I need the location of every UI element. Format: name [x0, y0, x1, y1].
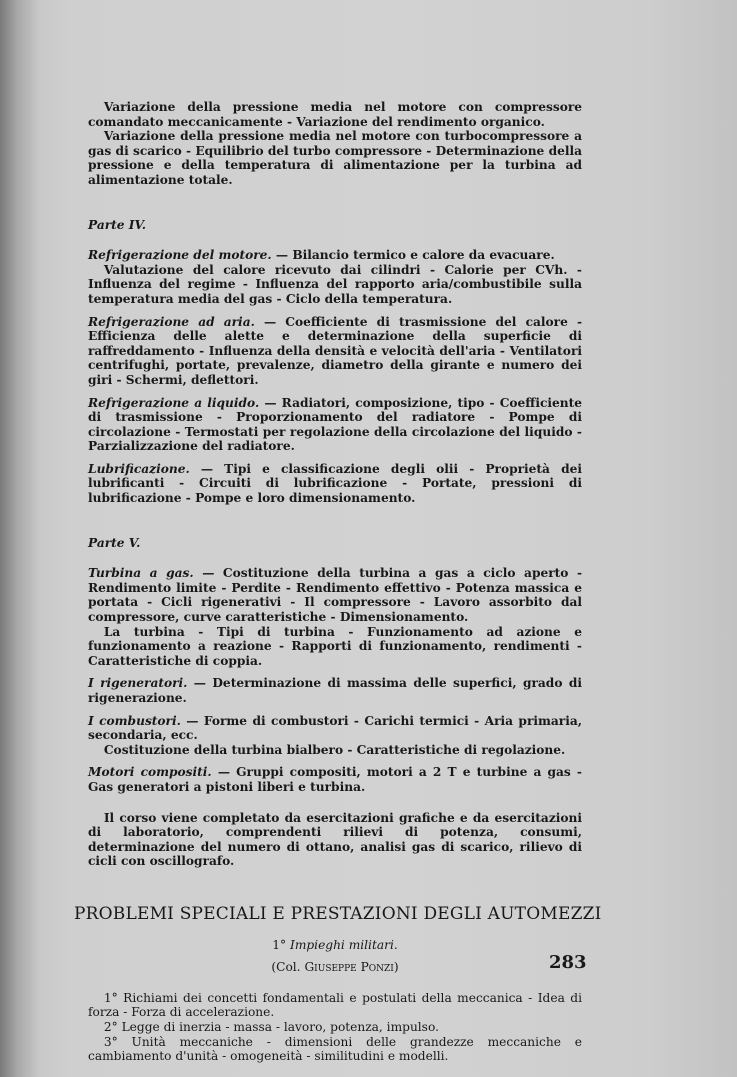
refrigerazione-aria-text: — Coefficiente di trasmissione del calore - Efficienza delle alette e determinazione della superficie di raffreddamento - Influenza della densità e velocità dell'aria - Ventilatori centrifughi, portate, prevalenze, diametro della girante e numero dei giri - Schermi, deflettori.: [88, 314, 583, 387]
author-prefix: (Col.: [271, 960, 301, 975]
intro-paragraph-2: Variazione della pressione media nel motore con turbocompressore a gas di scarico - Equilibrio del turbo compressore - Determinazione della pressione e della temperatura di alimentazione per la turbina ad alimentazione totale.: [88, 129, 582, 187]
rigeneratori-label: I rigeneratori.: [88, 676, 188, 691]
list-item-1: 1° Richiami dei concetti fondamentali e postulati della meccanica - Idea di forza - Forza di accelerazione.: [88, 990, 582, 1020]
author-suffix: ): [393, 960, 399, 975]
corso-paragraph: Il corso viene completato da esercitazioni grafiche e da esercitazioni di laboratorio, comprendenti rilievi di potenza, consumi, determinazione del numero di ottano, analisi gas di scarico, rilievo di cicli con oscillografo.: [88, 810, 582, 869]
motori-compositi-paragraph: [88, 765, 582, 794]
refrigerazione-liquido-text: — Radiatori, composizione, tipo - Coefficiente di trasmissione - Proporzionamento del radiatore - Pompe di circolazione - Termostati per regolazione della circolazione del liquido - Parzializzazione del radiatore.: [88, 395, 582, 454]
intro-paragraph-1: Variazione della pressione media nel motore con compressore comandato meccanicamente - Variazione del rendimento organico.: [88, 100, 582, 129]
refrigerazione-liquido-label: Refrigerazione a liquido.: [88, 395, 260, 410]
author-name: Giuseppe Ponzi: [304, 960, 394, 975]
page-content: [74, 100, 602, 1064]
combustori-label: I combustori.: [88, 713, 181, 728]
motori-compositi-text: — Gruppi compositi, motori a 2 T e turbine a gas - Gas generatori a pistoni liberi e turbina.: [88, 765, 582, 794]
la-turbina-paragraph: La turbina - Tipi di turbina - Funzionamento ad azione e funzionamento a reazione - Rapporti di funzionamento, rendimenti - Caratteristiche di coppia.: [88, 624, 582, 668]
lubrificazione-text: — Tipi e classificazione degli olii - Proprietà dei lubrificanti - Circuiti di lubrificazione - Portate, pressioni di lubrificazione - Pompe e loro dimensionamento.: [88, 461, 582, 506]
refrigerazione-motore-paragraph: [88, 248, 582, 263]
lubrificazione-paragraph: [88, 462, 582, 506]
turbina-gas-text: — Costituzione della turbina a gas a ciclo aperto - Rendimento limite - Perdite - Rendimento effettivo - Potenza massica e portata - Cicli rigenerativi - Il compressore - Lavoro assorbito dal compressore, curve caratteristiche - Dimensionamento.: [88, 566, 582, 625]
rigeneratori-text: — Determinazione di massima delle superfici, grado di rigenerazione.: [88, 676, 582, 705]
refrigerazione-aria-paragraph: [88, 315, 582, 388]
list-item-3: 3° Unità meccaniche - dimensioni delle grandezze meccaniche e cambiamento d'unità - omogeneità - similitudini e modelli.: [88, 1034, 582, 1064]
refrigerazione-aria-label: Refrigerazione ad aria.: [88, 314, 255, 329]
valutazione-calore-paragraph: Valutazione del calore ricevuto dai cilindri - Calorie per CVh. - Influenza del regime - Influenza del rapporto aria/combustibile sulla temperatura media del gas - Ciclo della temperatura.: [88, 262, 582, 306]
subsection-title-text: Impieghi militari.: [290, 937, 398, 952]
lubrificazione-label: Lubrificazione.: [88, 461, 190, 476]
turbina-bialbero-paragraph: Costituzione della turbina bialbero - Caratteristiche di regolazione.: [103, 742, 566, 757]
turbina-gas-label: Turbina a gas.: [88, 566, 194, 581]
refrigerazione-motore-text: — Bilancio termico e calore da evacuare.: [271, 248, 555, 263]
combustori-paragraph: [88, 714, 582, 743]
section-heading: PROBLEMI SPECIALI E PRESTAZIONI DEGLI AUTOMEZZI: [74, 903, 602, 924]
author-line: [88, 960, 582, 975]
list-item-2: 2° Legge di inerzia - massa - lavoro, potenza, impulso.: [103, 1019, 439, 1034]
refrigerazione-motore-label: Refrigerazione del motore.: [88, 248, 272, 263]
page-number: 283: [549, 952, 587, 973]
rigeneratori-paragraph: [88, 676, 582, 705]
part-iv-title: Parte IV.: [88, 217, 147, 232]
subsection-number: 1°: [272, 937, 287, 952]
motori-compositi-label: Motori compositi.: [88, 765, 212, 780]
turbina-gas-paragraph: [88, 566, 582, 624]
subsection-title: [88, 938, 582, 953]
refrigerazione-liquido-paragraph: [88, 396, 582, 454]
part-v-title: Parte V.: [88, 535, 141, 550]
combustori-text: — Forme di combustori - Carichi termici - Aria primaria, secondaria, ecc.: [88, 713, 582, 743]
